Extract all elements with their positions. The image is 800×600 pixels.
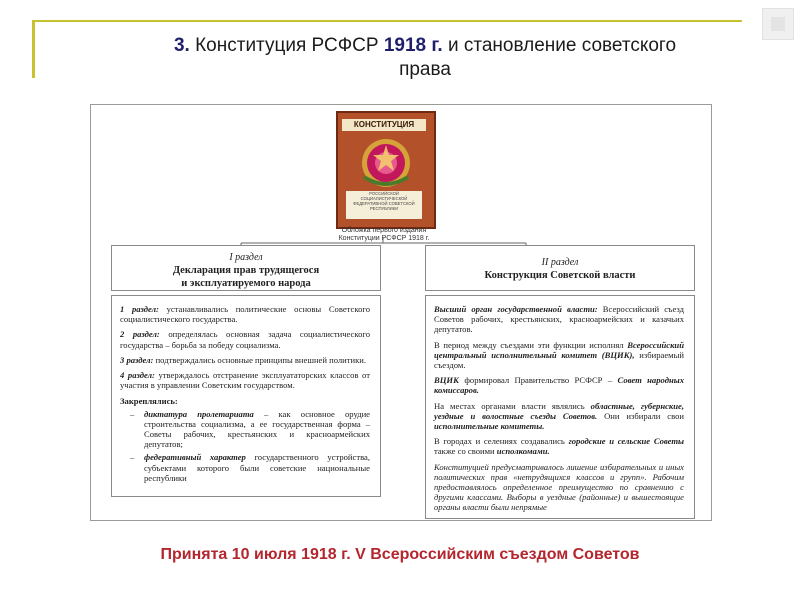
title-part-d: права (399, 59, 451, 80)
title-part-a: Конституция РСФСР (195, 35, 379, 56)
right-para-2 (434, 340, 684, 371)
right-para-4 (434, 401, 684, 432)
cover-caption-line-2: Конституции РСФСР 1918 г. (338, 235, 430, 242)
right-para-4-text2: Они избирали свои (597, 410, 684, 421)
left-bullet-2 (130, 452, 370, 483)
right-para-5-em: городские и сельские Советы (568, 436, 684, 447)
title-part-c: и становление советского (447, 35, 677, 56)
left-item-1 (120, 304, 370, 324)
footer-part-c: г. (341, 546, 351, 563)
right-panel-body-box (425, 295, 695, 519)
right-para-3-em2: Совет народных комиссаров. (434, 375, 684, 396)
left-item-1-lead: 1 раздел: (120, 304, 159, 314)
cover-caption (321, 227, 447, 243)
left-item-3 (120, 355, 370, 365)
right-para-1-text: Всероссийский съезд Советов рабочих, крестьянских, красноармейских и казачьих депутатов. (434, 304, 685, 335)
right-para-4-em2: исполнительные комитеты. (434, 421, 545, 432)
footer-day: 10 (231, 546, 250, 563)
decorative-horizontal-line (32, 20, 742, 22)
right-para-4-em: областные, губернские, уездные и волостные съезды Советов. (434, 400, 685, 421)
right-para-4-text: На местах органами власти являлись (434, 400, 591, 411)
right-para-5-text2: также со своими (434, 446, 497, 457)
title-part-b: г. (431, 35, 443, 56)
title-number: 3. (173, 35, 190, 56)
left-item-1-text: устанавливались политические основы Советского социалистического государства. (120, 304, 370, 325)
soviet-emblem-icon (358, 133, 414, 189)
left-bullet-1-text: – как основное орудие строительства социализма, а ее государственная форма – Советы рабочих, крестьянских и красноармейских депутатов; (144, 408, 370, 450)
footer-year: 1918 (301, 546, 337, 563)
left-item-4 (120, 370, 370, 390)
left-panel-subtitle-1: Декларация прав трудящегося (172, 265, 320, 276)
right-para-2-text: В период между съездами эти функции исполнял (434, 339, 628, 350)
cover-title: КОНСТИТУЦИЯ (342, 119, 426, 131)
constitution-diagram (90, 104, 712, 521)
decorative-vertical-line (32, 20, 35, 78)
cover-plate-text: РОССИЙСКОЙ СОЦИАЛИСТИЧЕСКОЙ ФЕДЕРАТИВНОЙ СОВЕТСКОЙ РЕСПУБЛИКИ (346, 191, 422, 219)
slide-footer (100, 546, 700, 564)
left-panel-header-box (111, 245, 381, 291)
left-item-4-text: утверждалось отстранение эксплуататорских классов от участия в управлении Советским государством. (120, 370, 370, 391)
left-panel-body-box (111, 295, 381, 497)
footer-part-a: Принята (160, 546, 228, 563)
left-panel-subtitle-2: и эксплуатируемого народа (181, 278, 311, 289)
right-panel-subtitle: Конструкция Советской власти (484, 270, 636, 281)
title-year: 1918 (383, 35, 427, 56)
right-para-1-em: Высший орган государственной власти: (434, 304, 598, 314)
left-panel-number: I раздел (229, 252, 263, 263)
footer-part-d: Всероссийским съездом Советов (370, 546, 640, 563)
right-para-3 (434, 375, 684, 395)
left-bullet-1-em: диктатура пролетариата (144, 408, 254, 419)
left-bullet-2-text: государственного устройства, субъектами которого были советские национальные республики (144, 452, 370, 483)
right-para-6: Конституцией предусматривалось лишение избирательных и иных политических прав «нетрудящихся классов и групп». Рабочим предоставлялось определенное преимущество по сравнению с другими классами. Выборы в уездные (районные) и вышестоящие органы власти были непрямые (434, 461, 684, 513)
left-item-4-lead: 4 раздел: (120, 370, 155, 381)
left-item-2-text: определялась основная задача социалистического государства – борьба за победу социализма. (120, 329, 370, 350)
left-bullet-2-em: федеративный характер (144, 452, 246, 463)
right-para-3-em: ВЦИК (434, 375, 459, 386)
zakreplyalis-label: Закреплялись: (120, 396, 178, 407)
right-para-5 (434, 436, 684, 456)
cover-caption-line-1: Обложка первого издания (341, 227, 427, 234)
right-para-2-tail: избираемый съездом. (434, 349, 684, 371)
right-para-2-em: Всероссийский центральный исполнительный комитет (ВЦИК), (434, 339, 684, 360)
slide-title (80, 34, 770, 82)
right-para-5-em2: исполкомами. (496, 446, 550, 457)
left-item-3-text: подтверждались основные принципы внешней политики. (153, 354, 367, 365)
right-para-5-text: В городах и селениях создавались (434, 436, 569, 447)
footer-part-b: июля (254, 546, 297, 563)
left-item-2 (120, 329, 370, 349)
right-para-1 (434, 304, 684, 335)
right-panel-header-box (425, 245, 695, 291)
footer-roman: V (355, 546, 366, 563)
left-bullet-1 (130, 409, 370, 450)
constitution-cover-image (336, 111, 436, 229)
right-panel-number: II раздел (541, 257, 579, 268)
right-para-3-text: формировал Правительство РСФСР – (458, 375, 618, 386)
left-item-2-lead: 2 раздел: (120, 329, 160, 340)
left-item-3-lead: 3 раздел: (120, 354, 154, 365)
